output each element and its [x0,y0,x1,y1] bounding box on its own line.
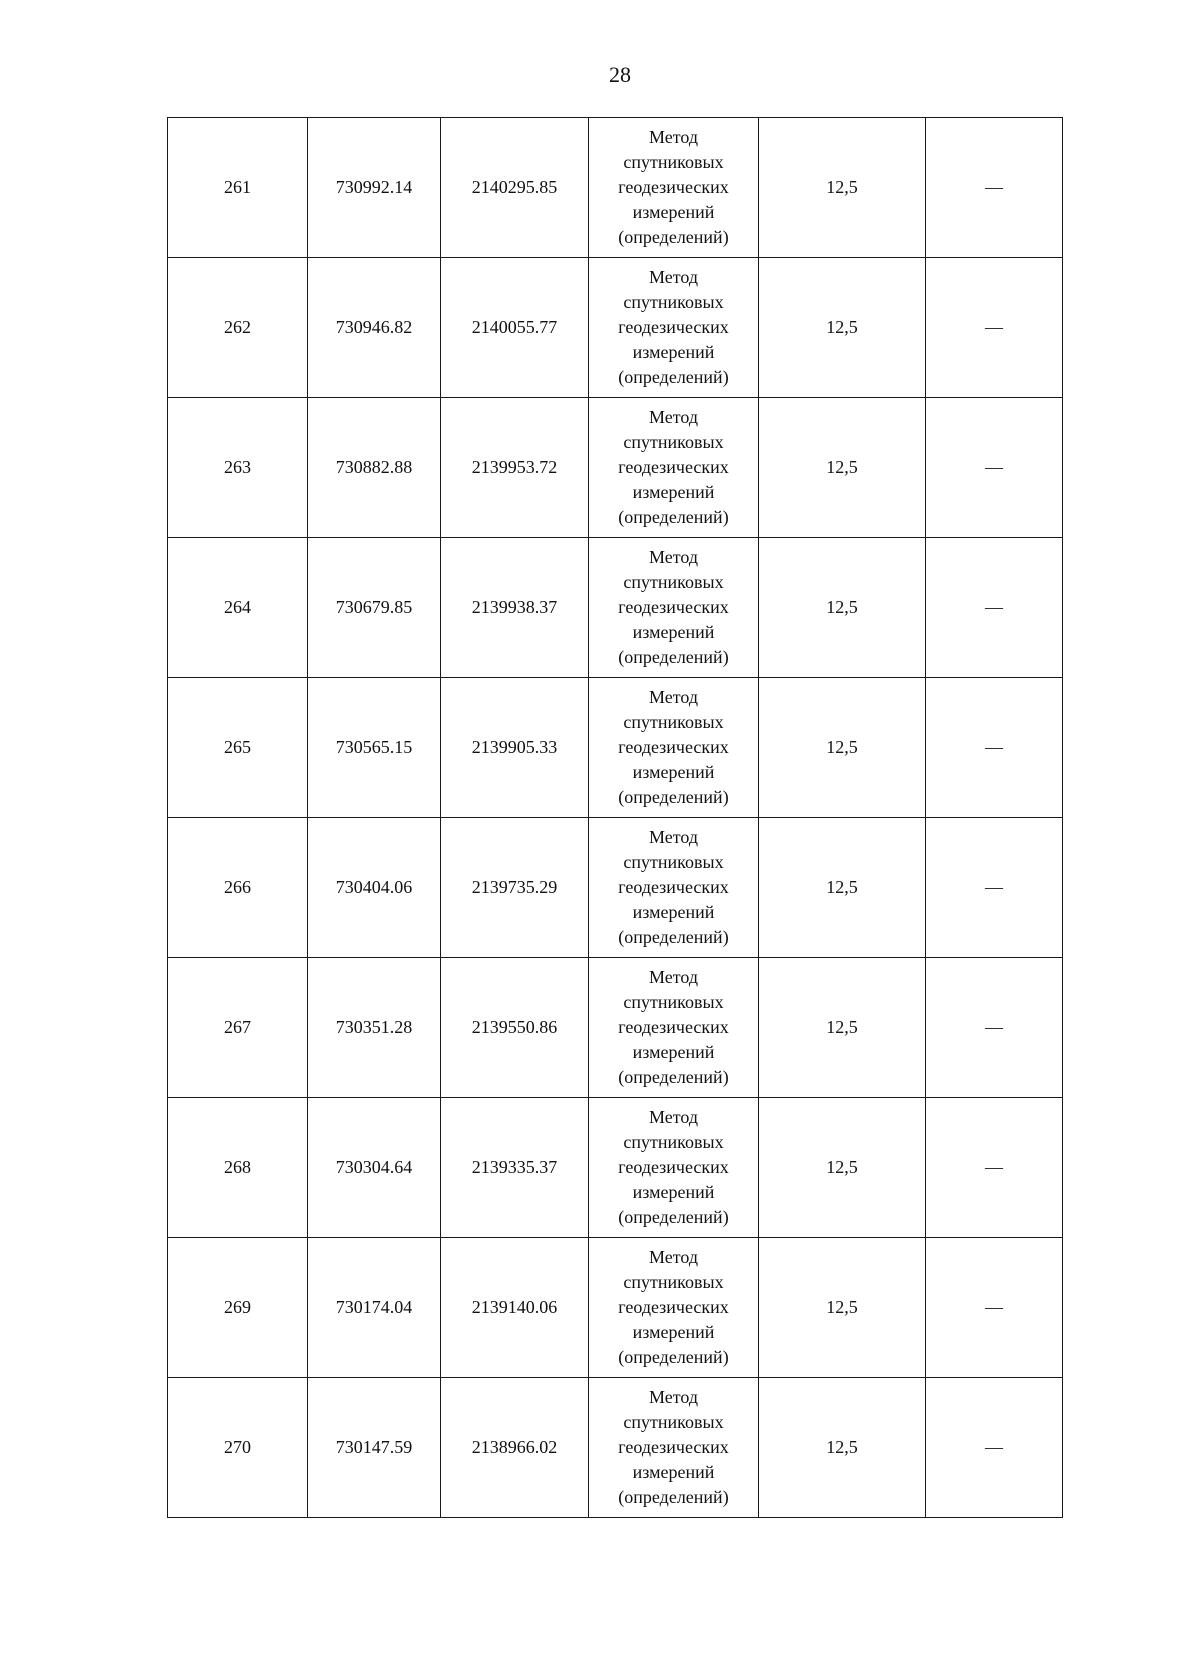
method-text-line: (определений) [618,367,729,387]
x-coordinate-cell: 730565.15 [308,678,441,818]
note-dash: — [985,877,1003,897]
table-row [168,958,1063,1098]
method-text-line: спутниковых [623,1272,724,1292]
method-text-line: измерений [632,1462,715,1482]
accuracy-cell: 12,5 [759,538,926,678]
note-dash: — [985,1437,1003,1457]
method-text-line: измерений [632,202,715,222]
method-text-line: геодезических [618,457,729,477]
y-coordinate-cell: 2138966.02 [441,1378,589,1518]
y-coordinate-cell: 2139953.72 [441,398,589,538]
method-text-line: геодезических [618,1297,729,1317]
accuracy-cell: 12,5 [759,1378,926,1518]
note-dash: — [985,317,1003,337]
method-text-line: спутниковых [623,1132,724,1152]
y-coordinate-cell: 2139938.37 [441,538,589,678]
note-dash: — [985,1157,1003,1177]
method-text-line: геодезических [618,1017,729,1037]
method-text-line: (определений) [618,927,729,947]
accuracy-cell: 12,5 [759,1238,926,1378]
accuracy-cell: 12,5 [759,118,926,258]
accuracy-cell: 12,5 [759,958,926,1098]
y-coordinate-cell: 2139905.33 [441,678,589,818]
method-text-line: спутниковых [623,572,724,592]
method-text-line: Метод [648,1107,699,1127]
y-coordinate-cell: 2140295.85 [441,118,589,258]
method-cell [589,958,759,1098]
method-text-line: Метод [648,407,699,427]
method-text-line: Метод [648,127,699,147]
method-text-line: (определений) [618,1487,729,1507]
x-coordinate-cell: 730679.85 [308,538,441,678]
method-text-line: (определений) [618,1347,729,1367]
method-text-line: спутниковых [623,992,724,1012]
x-coordinate-cell: 730147.59 [308,1378,441,1518]
point-number-cell: 262 [168,258,308,398]
method-text-line: геодезических [618,1157,729,1177]
method-text-line: Метод [648,687,699,707]
table-row [168,118,1063,258]
note-cell [926,538,1063,678]
method-text-line: измерений [632,762,715,782]
method-cell [589,1098,759,1238]
coordinates-table [167,117,1063,1518]
x-coordinate-cell: 730404.06 [308,818,441,958]
method-text-line: (определений) [618,1067,729,1087]
note-cell [926,958,1063,1098]
note-cell [926,1098,1063,1238]
point-number-cell: 269 [168,1238,308,1378]
x-coordinate-cell: 730992.14 [308,118,441,258]
table-row [168,1098,1063,1238]
method-text-line: измерений [632,902,715,922]
method-text-line: (определений) [618,1207,729,1227]
point-number-cell: 265 [168,678,308,818]
page-number: 28 [609,62,631,87]
method-cell [589,678,759,818]
method-text-line: спутниковых [623,292,724,312]
method-text-line: Метод [648,827,699,847]
method-text-line: геодезических [618,877,729,897]
method-text-line: геодезических [618,597,729,617]
point-number-cell: 267 [168,958,308,1098]
method-cell [589,118,759,258]
method-text-line: спутниковых [623,1412,724,1432]
y-coordinate-cell: 2140055.77 [441,258,589,398]
method-text-line: измерений [632,342,715,362]
method-text-line: (определений) [618,787,729,807]
method-cell [589,258,759,398]
y-coordinate-cell: 2139335.37 [441,1098,589,1238]
table-row [168,818,1063,958]
method-text-line: спутниковых [623,712,724,732]
note-dash: — [985,1297,1003,1317]
accuracy-cell: 12,5 [759,818,926,958]
method-text-line: спутниковых [623,852,724,872]
method-cell [589,818,759,958]
table-body [168,118,1063,1518]
method-text-line: Метод [648,267,699,287]
point-number-cell: 268 [168,1098,308,1238]
table-row [168,398,1063,538]
method-text-line: измерений [632,622,715,642]
method-text-line: геодезических [618,1437,729,1457]
point-number-cell: 263 [168,398,308,538]
note-cell [926,818,1063,958]
method-text-line: геодезических [618,317,729,337]
point-number-cell: 266 [168,818,308,958]
x-coordinate-cell: 730174.04 [308,1238,441,1378]
accuracy-cell: 12,5 [759,1098,926,1238]
y-coordinate-cell: 2139735.29 [441,818,589,958]
method-cell [589,398,759,538]
method-text-line: (определений) [618,227,729,247]
accuracy-cell: 12,5 [759,678,926,818]
method-text-line: измерений [632,1322,715,1342]
method-text-line: Метод [648,1387,699,1407]
note-dash: — [985,597,1003,617]
method-text-line: спутниковых [623,152,724,172]
accuracy-cell: 12,5 [759,398,926,538]
table-row [168,258,1063,398]
point-number-cell: 261 [168,118,308,258]
table-row [168,678,1063,818]
method-text-line: измерений [632,1182,715,1202]
table-row [168,1238,1063,1378]
method-text-line: Метод [648,547,699,567]
note-dash: — [985,457,1003,477]
method-text-line: геодезических [618,737,729,757]
x-coordinate-cell: 730304.64 [308,1098,441,1238]
x-coordinate-cell: 730946.82 [308,258,441,398]
method-text-line: измерений [632,482,715,502]
x-coordinate-cell: 730882.88 [308,398,441,538]
point-number-cell: 270 [168,1378,308,1518]
x-coordinate-cell: 730351.28 [308,958,441,1098]
table-row [168,538,1063,678]
method-text-line: (определений) [618,507,729,527]
y-coordinate-cell: 2139550.86 [441,958,589,1098]
accuracy-cell: 12,5 [759,258,926,398]
note-cell [926,258,1063,398]
note-dash: — [985,1017,1003,1037]
note-dash: — [985,177,1003,197]
y-coordinate-cell: 2139140.06 [441,1238,589,1378]
note-cell [926,1238,1063,1378]
method-text-line: измерений [632,1042,715,1062]
method-cell [589,538,759,678]
method-text-line: спутниковых [623,432,724,452]
method-text-line: Метод [648,967,699,987]
method-cell [589,1238,759,1378]
method-text-line: (определений) [618,647,729,667]
note-dash: — [985,737,1003,757]
method-text-line: Метод [648,1247,699,1267]
note-cell [926,1378,1063,1518]
note-cell [926,678,1063,818]
method-cell [589,1378,759,1518]
method-text-line: геодезических [618,177,729,197]
note-cell [926,118,1063,258]
note-cell [926,398,1063,538]
table-row [168,1378,1063,1518]
point-number-cell: 264 [168,538,308,678]
